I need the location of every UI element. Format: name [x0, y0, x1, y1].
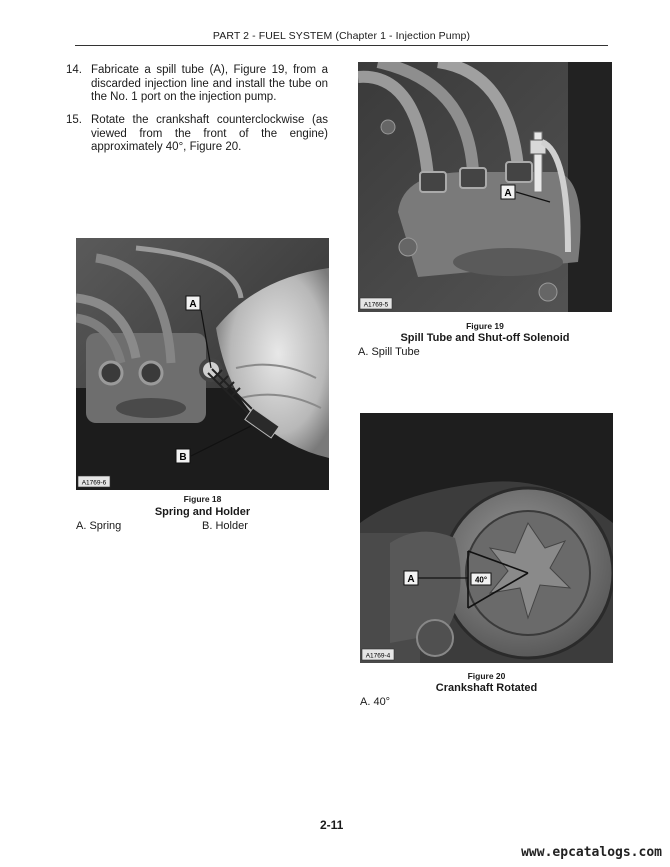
step-number: 14. [66, 64, 82, 76]
figure-19-number: Figure 19 [466, 321, 504, 331]
figure-20-number: Figure 20 [467, 671, 506, 681]
figure-18-number: Figure 18 [183, 494, 222, 504]
callout-a: A [407, 574, 415, 585]
photo-id-tag: A1769-5 [363, 301, 389, 309]
callout-a: A [189, 299, 197, 310]
page-number: 2-11 [320, 818, 344, 832]
callout-angle: 40° [474, 575, 488, 585]
figure-19-photo [358, 62, 612, 312]
header-divider [75, 45, 608, 46]
figure-18-legend-b: B. Holder [202, 520, 248, 532]
figure-18-photo [76, 238, 329, 490]
step-14 [66, 64, 328, 105]
figure-18-legend-a: A. Spring [76, 520, 122, 532]
photo-id-tag: A1769-4 [365, 652, 391, 660]
callout-b: B [179, 452, 187, 463]
step-15 [66, 114, 328, 155]
step-number: 15. [66, 114, 82, 126]
step-text: Rotate the crankshaft counterclockwise (as viewed from the front of the engine) approximately 40°, Figure 20. [91, 114, 328, 153]
callout-a: A [504, 188, 512, 199]
figure-20-photo [360, 413, 613, 663]
step-text: Fabricate a spill tube (A), Figure 19, from a discarded injection line and install the tube on the No. 1 port on the injection pump. [91, 64, 328, 103]
figure-18-title: Spring and Holder [154, 506, 251, 518]
figure-19-legend-a: A. Spill Tube [358, 346, 420, 358]
page-header: PART 2 - FUEL SYSTEM (Chapter 1 - Injection Pump) [212, 30, 471, 42]
watermark: www.epcatalogs.com [521, 845, 662, 860]
photo-id-tag: A1769-6 [81, 479, 107, 487]
figure-20-title: Crankshaft Rotated [435, 682, 538, 694]
figure-19-title: Spill Tube and Shut-off Solenoid [400, 332, 570, 344]
figure-20-legend-a: A. 40° [360, 696, 391, 708]
